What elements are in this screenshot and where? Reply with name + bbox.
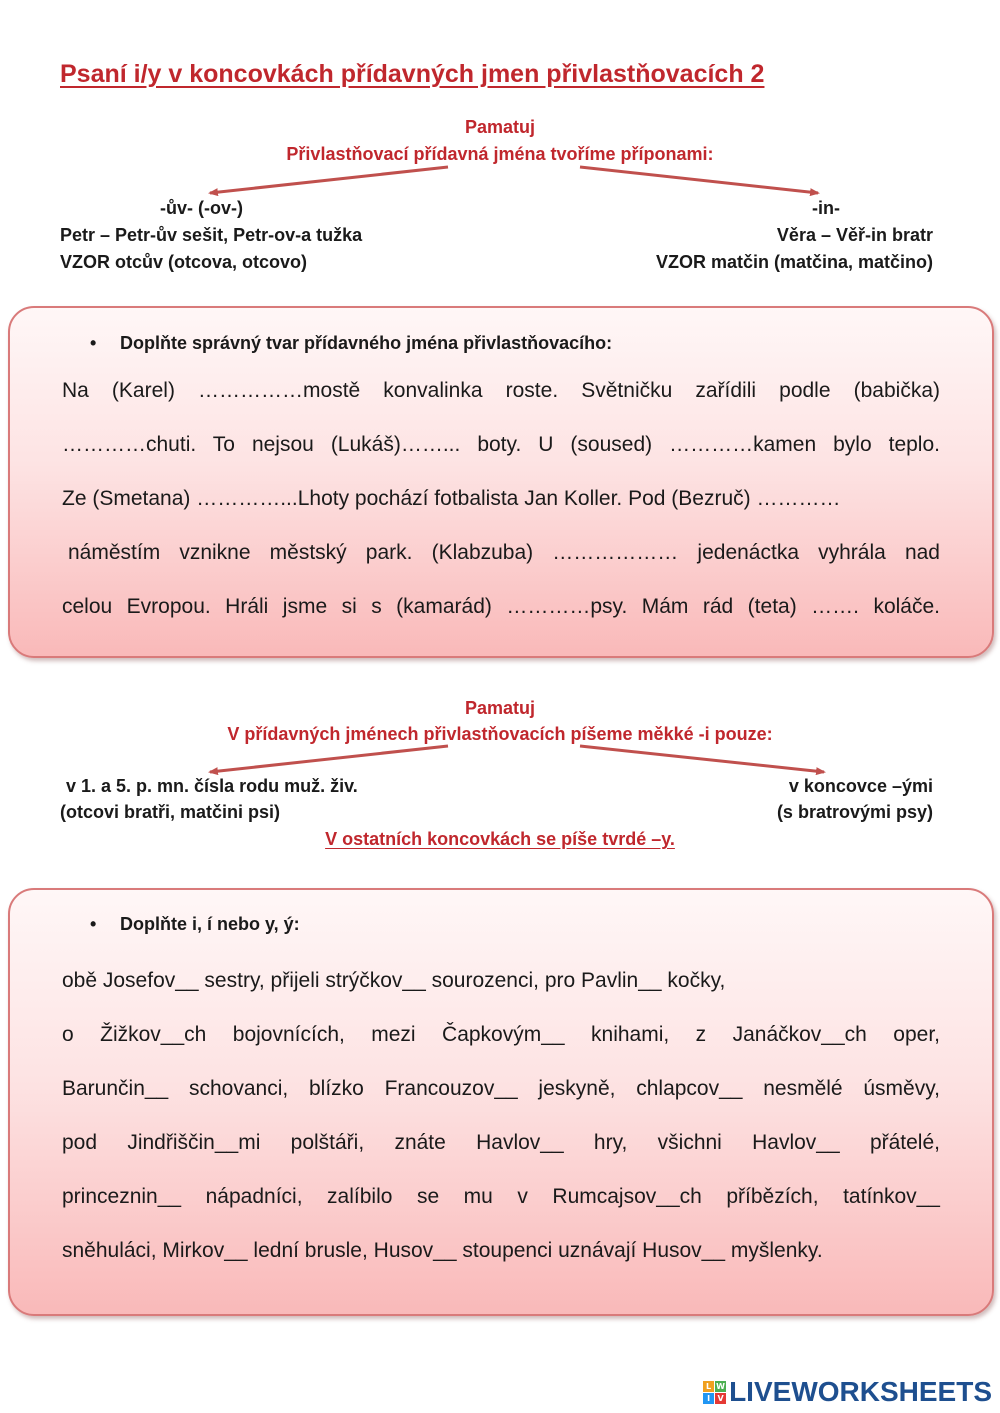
arrow-right-2: [580, 746, 824, 772]
arrow-right-1: [580, 167, 818, 193]
bullet-icon: •: [90, 333, 97, 353]
suffix-in: -in-: [812, 198, 840, 218]
logo-letter: L: [703, 1381, 714, 1392]
exercise-1-instruction: Doplňte správný tvar přídavného jména přivlastňovacího:: [120, 333, 613, 353]
remember-heading-1: Pamatuj: [464, 117, 536, 137]
rule-right-example: (s bratrovými psy): [776, 802, 933, 822]
remember-heading-2: Pamatuj: [464, 698, 536, 718]
exercise-2-text: [62, 954, 940, 1278]
exercise-1-text: [62, 364, 940, 634]
pattern-matcin: VZOR matčin (matčina, matčino): [655, 252, 933, 272]
rule-left-example: (otcovi bratři, matčini psi): [60, 802, 281, 822]
arrow-left-2: [210, 746, 448, 772]
logo-letter: I: [703, 1393, 714, 1404]
logo-text: LIVEWORKSHEETS: [729, 1376, 992, 1407]
rule-left: v 1. a 5. p. mn. čísla rodu muž. živ.: [66, 776, 358, 796]
liveworksheets-logo[interactable]: [703, 1376, 992, 1408]
exercise-2-instruction: Doplňte i, í nebo y, ý:: [120, 914, 300, 934]
example-petr: Petr – Petr-ův sešit, Petr-ov-a tužka: [60, 225, 363, 245]
example-vera: Věra – Věř-in bratr: [776, 225, 933, 245]
exercise-2-line[interactable]: o Žižkov__ch bojovnících, mezi Čapkovým__ knihami, z Janáčkov__ch oper,: [62, 1023, 940, 1046]
exercise-2-line[interactable]: Barunčin__ schovanci, blízko Francouzov__ jeskyně, chlapcov__ nesmělé úsměvy,: [62, 1077, 940, 1100]
exercise-1-line[interactable]: celou Evropou. Hráli jsme si s (kamarád) …………psy. Mám rád (teta) ……. koláče.: [62, 595, 940, 618]
exercise-2-instruction-row: [90, 914, 300, 935]
exercise-1-line[interactable]: náměstím vznikne městský park. (Klabzuba) ……………… jedenáctka vyhrála nad: [68, 541, 940, 564]
remember-subheading-1: Přivlastňovací přídavná jména tvoříme příponami:: [286, 144, 714, 164]
suffix-uv: -ův- (-ov-): [160, 198, 243, 218]
arrow-left-1: [210, 167, 448, 193]
exercise-1-line[interactable]: …………chuti. To nejsou (Lukáš)……... boty. U (soused) …………kamen bylo teplo.: [62, 433, 940, 456]
exercise-box-1: [8, 306, 994, 658]
exercise-1-instruction-row: [90, 333, 612, 354]
exercise-1-line[interactable]: Na (Karel) ……………mostě konvalinka roste. Světničku zařídili podle (babička): [62, 379, 940, 402]
page-title: Psaní i/y v koncovkách přídavných jmen přivlastňovacích 2: [60, 60, 765, 88]
exercise-2-line[interactable]: pod Jindřiščin__mi polštáři, znáte Havlov__ hry, všichni Havlov__ přátelé,: [62, 1131, 940, 1154]
exercise-2-line[interactable]: sněhuláci, Mirkov__ lední brusle, Husov__ stoupenci uznávají Husov__ myšlenky.: [62, 1239, 823, 1262]
logo-icon: [703, 1381, 726, 1404]
pattern-otcuv: VZOR otcův (otcova, otcovo): [60, 252, 308, 272]
bullet-icon: •: [90, 914, 97, 934]
remember-subheading-2: V přídavných jménech přivlastňovacích píšeme měkké -i pouze:: [227, 724, 773, 744]
rule-right: v koncovce –ými: [788, 776, 933, 796]
exercise-1-line[interactable]: Ze (Smetana) …………...Lhoty pochází fotbalista Jan Koller. Pod (Bezruč) …………: [62, 487, 841, 510]
hard-y-note: V ostatních koncovkách se píše tvrdé –y.: [325, 829, 675, 849]
exercise-2-line[interactable]: obě Josefov__ sestry, přijeli strýčkov__ sourozenci, pro Pavlin__ kočky,: [62, 969, 726, 992]
logo-letter: W: [716, 1381, 725, 1391]
exercise-2-line[interactable]: princeznin__ nápadníci, zalíbilo se mu v Rumcajsov__ch příbězích, tatínkov__: [62, 1185, 940, 1208]
logo-letter: V: [715, 1393, 726, 1404]
exercise-box-2: [8, 888, 994, 1316]
